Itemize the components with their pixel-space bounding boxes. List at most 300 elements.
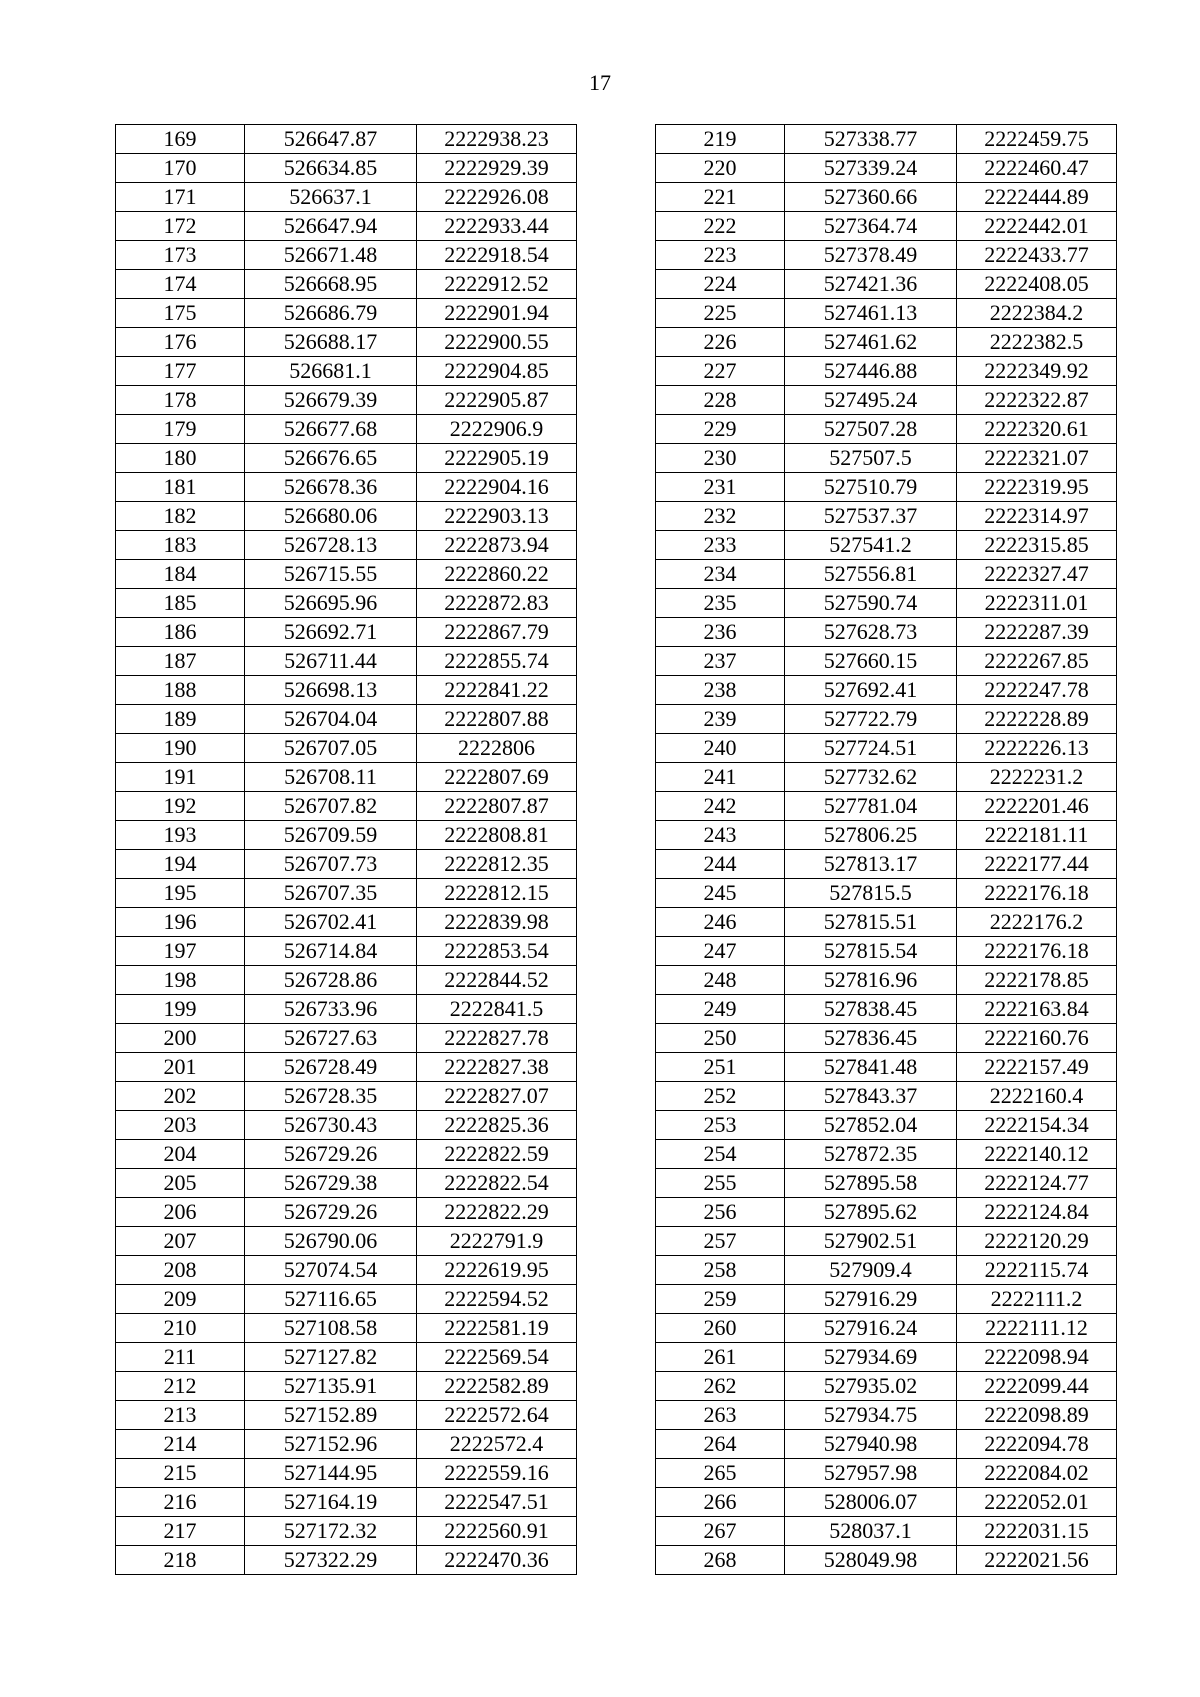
x-coordinate-cell: 527724.51 (785, 734, 957, 763)
x-coordinate-cell: 527934.69 (785, 1343, 957, 1372)
x-coordinate-cell: 526729.26 (245, 1140, 417, 1169)
table-row (116, 1343, 577, 1372)
y-coordinate-cell: 2222314.97 (957, 502, 1117, 531)
x-coordinate-cell: 527843.37 (785, 1082, 957, 1111)
point-number-cell: 179 (116, 415, 245, 444)
y-coordinate-cell: 2222160.4 (957, 1082, 1117, 1111)
point-number-cell: 235 (656, 589, 785, 618)
table-row (116, 1169, 577, 1198)
point-number-cell: 244 (656, 850, 785, 879)
point-number-cell: 265 (656, 1459, 785, 1488)
y-coordinate-cell: 2222912.52 (417, 270, 577, 299)
point-number-cell: 221 (656, 183, 785, 212)
table-row (656, 734, 1117, 763)
y-coordinate-cell: 2222442.01 (957, 212, 1117, 241)
x-coordinate-cell: 526728.35 (245, 1082, 417, 1111)
x-coordinate-cell: 527590.74 (785, 589, 957, 618)
x-coordinate-cell: 526714.84 (245, 937, 417, 966)
table-body (116, 125, 577, 1575)
table-row (656, 908, 1117, 937)
table-row (116, 1024, 577, 1053)
x-coordinate-cell: 527152.96 (245, 1430, 417, 1459)
table-row (656, 1227, 1117, 1256)
point-number-cell: 255 (656, 1169, 785, 1198)
y-coordinate-cell: 2222827.38 (417, 1053, 577, 1082)
point-number-cell: 230 (656, 444, 785, 473)
point-number-cell: 190 (116, 734, 245, 763)
point-number-cell: 193 (116, 821, 245, 850)
y-coordinate-cell: 2222560.91 (417, 1517, 577, 1546)
y-coordinate-cell: 2222140.12 (957, 1140, 1117, 1169)
x-coordinate-cell: 527815.51 (785, 908, 957, 937)
table-row (116, 908, 577, 937)
x-coordinate-cell: 528006.07 (785, 1488, 957, 1517)
x-coordinate-cell: 527934.75 (785, 1401, 957, 1430)
x-coordinate-cell: 527815.5 (785, 879, 957, 908)
y-coordinate-cell: 2222124.84 (957, 1198, 1117, 1227)
table-row (656, 966, 1117, 995)
x-coordinate-cell: 526688.17 (245, 328, 417, 357)
table-row (656, 212, 1117, 241)
y-coordinate-cell: 2222201.46 (957, 792, 1117, 821)
x-coordinate-cell: 527841.48 (785, 1053, 957, 1082)
y-coordinate-cell: 2222791.9 (417, 1227, 577, 1256)
x-coordinate-cell: 526698.13 (245, 676, 417, 705)
point-number-cell: 184 (116, 560, 245, 589)
table-row (656, 879, 1117, 908)
table-row (116, 821, 577, 850)
coordinates-table-left (115, 124, 577, 1575)
table-row (656, 1546, 1117, 1575)
y-coordinate-cell: 2222806 (417, 734, 577, 763)
y-coordinate-cell: 2222822.54 (417, 1169, 577, 1198)
point-number-cell: 174 (116, 270, 245, 299)
point-number-cell: 195 (116, 879, 245, 908)
y-coordinate-cell: 2222812.35 (417, 850, 577, 879)
y-coordinate-cell: 2222867.79 (417, 618, 577, 647)
point-number-cell: 216 (116, 1488, 245, 1517)
table-row (116, 1401, 577, 1430)
table-row (656, 1401, 1117, 1430)
x-coordinate-cell: 527127.82 (245, 1343, 417, 1372)
point-number-cell: 262 (656, 1372, 785, 1401)
y-coordinate-cell: 2222905.87 (417, 386, 577, 415)
table-row (116, 966, 577, 995)
point-number-cell: 192 (116, 792, 245, 821)
table-row (656, 473, 1117, 502)
x-coordinate-cell: 526647.87 (245, 125, 417, 154)
x-coordinate-cell: 527108.58 (245, 1314, 417, 1343)
point-number-cell: 227 (656, 357, 785, 386)
y-coordinate-cell: 2222120.29 (957, 1227, 1117, 1256)
y-coordinate-cell: 2222905.19 (417, 444, 577, 473)
table-row (656, 1488, 1117, 1517)
point-number-cell: 169 (116, 125, 245, 154)
y-coordinate-cell: 2222582.89 (417, 1372, 577, 1401)
x-coordinate-cell: 526676.65 (245, 444, 417, 473)
point-number-cell: 217 (116, 1517, 245, 1546)
y-coordinate-cell: 2222808.81 (417, 821, 577, 850)
y-coordinate-cell: 2222154.34 (957, 1111, 1117, 1140)
y-coordinate-cell: 2222933.44 (417, 212, 577, 241)
y-coordinate-cell: 2222460.47 (957, 154, 1117, 183)
table-row (116, 1256, 577, 1285)
table-row (116, 1227, 577, 1256)
point-number-cell: 211 (116, 1343, 245, 1372)
y-coordinate-cell: 2222408.05 (957, 270, 1117, 299)
y-coordinate-cell: 2222872.83 (417, 589, 577, 618)
x-coordinate-cell: 526733.96 (245, 995, 417, 1024)
x-coordinate-cell: 527360.66 (785, 183, 957, 212)
table-row (116, 705, 577, 734)
point-number-cell: 186 (116, 618, 245, 647)
point-number-cell: 242 (656, 792, 785, 821)
table-row (656, 850, 1117, 879)
y-coordinate-cell: 2222904.85 (417, 357, 577, 386)
table-row (656, 1343, 1117, 1372)
point-number-cell: 172 (116, 212, 245, 241)
y-coordinate-cell: 2222178.85 (957, 966, 1117, 995)
table-row (656, 1256, 1117, 1285)
point-number-cell: 257 (656, 1227, 785, 1256)
x-coordinate-cell: 527957.98 (785, 1459, 957, 1488)
y-coordinate-cell: 2222807.69 (417, 763, 577, 792)
x-coordinate-cell: 527872.35 (785, 1140, 957, 1169)
x-coordinate-cell: 528049.98 (785, 1546, 957, 1575)
point-number-cell: 202 (116, 1082, 245, 1111)
point-number-cell: 219 (656, 125, 785, 154)
point-number-cell: 253 (656, 1111, 785, 1140)
y-coordinate-cell: 2222860.22 (417, 560, 577, 589)
table-row (116, 444, 577, 473)
table-row (116, 1198, 577, 1227)
point-number-cell: 207 (116, 1227, 245, 1256)
point-number-cell: 252 (656, 1082, 785, 1111)
x-coordinate-cell: 527806.25 (785, 821, 957, 850)
y-coordinate-cell: 2222176.2 (957, 908, 1117, 937)
x-coordinate-cell: 526728.86 (245, 966, 417, 995)
table-row (116, 618, 577, 647)
point-number-cell: 183 (116, 531, 245, 560)
x-coordinate-cell: 526707.35 (245, 879, 417, 908)
point-number-cell: 205 (116, 1169, 245, 1198)
x-coordinate-cell: 526677.68 (245, 415, 417, 444)
point-number-cell: 220 (656, 154, 785, 183)
table-row (116, 879, 577, 908)
y-coordinate-cell: 2222247.78 (957, 676, 1117, 705)
y-coordinate-cell: 2222315.85 (957, 531, 1117, 560)
table-row (656, 792, 1117, 821)
point-number-cell: 210 (116, 1314, 245, 1343)
point-number-cell: 199 (116, 995, 245, 1024)
table-row (116, 647, 577, 676)
point-number-cell: 237 (656, 647, 785, 676)
y-coordinate-cell: 2222099.44 (957, 1372, 1117, 1401)
point-number-cell: 251 (656, 1053, 785, 1082)
x-coordinate-cell: 527322.29 (245, 1546, 417, 1575)
x-coordinate-cell: 527628.73 (785, 618, 957, 647)
x-coordinate-cell: 527446.88 (785, 357, 957, 386)
point-number-cell: 212 (116, 1372, 245, 1401)
x-coordinate-cell: 527144.95 (245, 1459, 417, 1488)
table-row (656, 937, 1117, 966)
point-number-cell: 240 (656, 734, 785, 763)
point-number-cell: 177 (116, 357, 245, 386)
x-coordinate-cell: 527172.32 (245, 1517, 417, 1546)
y-coordinate-cell: 2222873.94 (417, 531, 577, 560)
table-row (116, 1372, 577, 1401)
y-coordinate-cell: 2222444.89 (957, 183, 1117, 212)
y-coordinate-cell: 2222322.87 (957, 386, 1117, 415)
y-coordinate-cell: 2222903.13 (417, 502, 577, 531)
x-coordinate-cell: 527895.62 (785, 1198, 957, 1227)
table-row (116, 212, 577, 241)
point-number-cell: 178 (116, 386, 245, 415)
x-coordinate-cell: 527541.2 (785, 531, 957, 560)
x-coordinate-cell: 526790.06 (245, 1227, 417, 1256)
x-coordinate-cell: 526728.49 (245, 1053, 417, 1082)
x-coordinate-cell: 526730.43 (245, 1111, 417, 1140)
x-coordinate-cell: 527909.4 (785, 1256, 957, 1285)
table-row (656, 647, 1117, 676)
y-coordinate-cell: 2222160.76 (957, 1024, 1117, 1053)
table-row (116, 502, 577, 531)
y-coordinate-cell: 2222855.74 (417, 647, 577, 676)
point-number-cell: 185 (116, 589, 245, 618)
x-coordinate-cell: 526679.39 (245, 386, 417, 415)
point-number-cell: 204 (116, 1140, 245, 1169)
table-row (116, 676, 577, 705)
x-coordinate-cell: 526637.1 (245, 183, 417, 212)
point-number-cell: 223 (656, 241, 785, 270)
y-coordinate-cell: 2222111.12 (957, 1314, 1117, 1343)
y-coordinate-cell: 2222111.2 (957, 1285, 1117, 1314)
point-number-cell: 194 (116, 850, 245, 879)
point-number-cell: 258 (656, 1256, 785, 1285)
y-coordinate-cell: 2222900.55 (417, 328, 577, 357)
point-number-cell: 203 (116, 1111, 245, 1140)
y-coordinate-cell: 2222228.89 (957, 705, 1117, 734)
y-coordinate-cell: 2222094.78 (957, 1430, 1117, 1459)
page-number: 17 (589, 70, 611, 95)
x-coordinate-cell: 527338.77 (785, 125, 957, 154)
y-coordinate-cell: 2222433.77 (957, 241, 1117, 270)
y-coordinate-cell: 2222177.44 (957, 850, 1117, 879)
x-coordinate-cell: 527421.36 (785, 270, 957, 299)
point-number-cell: 239 (656, 705, 785, 734)
y-coordinate-cell: 2222321.07 (957, 444, 1117, 473)
y-coordinate-cell: 2222384.2 (957, 299, 1117, 328)
y-coordinate-cell: 2222569.54 (417, 1343, 577, 1372)
x-coordinate-cell: 526647.94 (245, 212, 417, 241)
y-coordinate-cell: 2222031.15 (957, 1517, 1117, 1546)
x-coordinate-cell: 527495.24 (785, 386, 957, 415)
x-coordinate-cell: 526711.44 (245, 647, 417, 676)
point-number-cell: 231 (656, 473, 785, 502)
table-row (656, 386, 1117, 415)
y-coordinate-cell: 2222267.85 (957, 647, 1117, 676)
x-coordinate-cell: 527816.96 (785, 966, 957, 995)
x-coordinate-cell: 526729.38 (245, 1169, 417, 1198)
y-coordinate-cell: 2222157.49 (957, 1053, 1117, 1082)
x-coordinate-cell: 527916.24 (785, 1314, 957, 1343)
table-row (656, 995, 1117, 1024)
point-number-cell: 208 (116, 1256, 245, 1285)
table-row (656, 1459, 1117, 1488)
table-row (116, 1082, 577, 1111)
point-number-cell: 180 (116, 444, 245, 473)
table-row (116, 1140, 577, 1169)
point-number-cell: 243 (656, 821, 785, 850)
x-coordinate-cell: 527781.04 (785, 792, 957, 821)
table-row (656, 328, 1117, 357)
point-number-cell: 254 (656, 1140, 785, 1169)
table-row (656, 705, 1117, 734)
x-coordinate-cell: 527813.17 (785, 850, 957, 879)
x-coordinate-cell: 526728.13 (245, 531, 417, 560)
x-coordinate-cell: 527838.45 (785, 995, 957, 1024)
y-coordinate-cell: 2222807.88 (417, 705, 577, 734)
point-number-cell: 246 (656, 908, 785, 937)
table-row (116, 531, 577, 560)
coordinates-table-right (655, 124, 1117, 1575)
table-row (656, 241, 1117, 270)
point-number-cell: 176 (116, 328, 245, 357)
table-row (656, 531, 1117, 560)
y-coordinate-cell: 2222084.02 (957, 1459, 1117, 1488)
y-coordinate-cell: 2222231.2 (957, 763, 1117, 792)
x-coordinate-cell: 527722.79 (785, 705, 957, 734)
x-coordinate-cell: 526707.82 (245, 792, 417, 821)
table-row (656, 589, 1117, 618)
point-number-cell: 197 (116, 937, 245, 966)
table-row (656, 125, 1117, 154)
x-coordinate-cell: 527692.41 (785, 676, 957, 705)
table-row (116, 763, 577, 792)
y-coordinate-cell: 2222176.18 (957, 879, 1117, 908)
y-coordinate-cell: 2222853.54 (417, 937, 577, 966)
table-row (656, 1314, 1117, 1343)
table-row (656, 1053, 1117, 1082)
y-coordinate-cell: 2222470.36 (417, 1546, 577, 1575)
x-coordinate-cell: 526680.06 (245, 502, 417, 531)
point-number-cell: 248 (656, 966, 785, 995)
x-coordinate-cell: 527895.58 (785, 1169, 957, 1198)
y-coordinate-cell: 2222938.23 (417, 125, 577, 154)
y-coordinate-cell: 2222839.98 (417, 908, 577, 937)
y-coordinate-cell: 2222021.56 (957, 1546, 1117, 1575)
table-row (116, 589, 577, 618)
y-coordinate-cell: 2222901.94 (417, 299, 577, 328)
y-coordinate-cell: 2222098.94 (957, 1343, 1117, 1372)
table-row (116, 1111, 577, 1140)
y-coordinate-cell: 2222926.08 (417, 183, 577, 212)
table-row (116, 386, 577, 415)
point-number-cell: 241 (656, 763, 785, 792)
x-coordinate-cell: 527510.79 (785, 473, 957, 502)
x-coordinate-cell: 528037.1 (785, 1517, 957, 1546)
point-number-cell: 222 (656, 212, 785, 241)
point-number-cell: 225 (656, 299, 785, 328)
x-coordinate-cell: 527164.19 (245, 1488, 417, 1517)
table-row (116, 299, 577, 328)
x-coordinate-cell: 526678.36 (245, 473, 417, 502)
x-coordinate-cell: 527074.54 (245, 1256, 417, 1285)
y-coordinate-cell: 2222349.92 (957, 357, 1117, 386)
x-coordinate-cell: 526707.05 (245, 734, 417, 763)
table-row (656, 154, 1117, 183)
table-row (656, 821, 1117, 850)
point-number-cell: 268 (656, 1546, 785, 1575)
table-row (656, 270, 1117, 299)
table-row (656, 183, 1117, 212)
point-number-cell: 260 (656, 1314, 785, 1343)
x-coordinate-cell: 527732.62 (785, 763, 957, 792)
x-coordinate-cell: 527461.13 (785, 299, 957, 328)
y-coordinate-cell: 2222115.74 (957, 1256, 1117, 1285)
table-row (116, 125, 577, 154)
point-number-cell: 259 (656, 1285, 785, 1314)
table-row (116, 183, 577, 212)
point-number-cell: 256 (656, 1198, 785, 1227)
table-row (656, 1024, 1117, 1053)
y-coordinate-cell: 2222459.75 (957, 125, 1117, 154)
point-number-cell: 229 (656, 415, 785, 444)
y-coordinate-cell: 2222052.01 (957, 1488, 1117, 1517)
y-coordinate-cell: 2222812.15 (417, 879, 577, 908)
y-coordinate-cell: 2222581.19 (417, 1314, 577, 1343)
x-coordinate-cell: 527378.49 (785, 241, 957, 270)
table-row (116, 995, 577, 1024)
x-coordinate-cell: 526708.11 (245, 763, 417, 792)
point-number-cell: 238 (656, 676, 785, 705)
table-row (116, 734, 577, 763)
x-coordinate-cell: 526709.59 (245, 821, 417, 850)
point-number-cell: 214 (116, 1430, 245, 1459)
y-coordinate-cell: 2222382.5 (957, 328, 1117, 357)
x-coordinate-cell: 526704.04 (245, 705, 417, 734)
y-coordinate-cell: 2222827.78 (417, 1024, 577, 1053)
table-row (116, 1430, 577, 1459)
point-number-cell: 175 (116, 299, 245, 328)
table-row (656, 444, 1117, 473)
point-number-cell: 187 (116, 647, 245, 676)
point-number-cell: 234 (656, 560, 785, 589)
x-coordinate-cell: 526692.71 (245, 618, 417, 647)
point-number-cell: 233 (656, 531, 785, 560)
table-row (116, 473, 577, 502)
point-number-cell: 247 (656, 937, 785, 966)
table-row (116, 328, 577, 357)
point-number-cell: 196 (116, 908, 245, 937)
table-row (656, 415, 1117, 444)
point-number-cell: 170 (116, 154, 245, 183)
x-coordinate-cell: 527815.54 (785, 937, 957, 966)
y-coordinate-cell: 2222827.07 (417, 1082, 577, 1111)
x-coordinate-cell: 526681.1 (245, 357, 417, 386)
y-coordinate-cell: 2222319.95 (957, 473, 1117, 502)
y-coordinate-cell: 2222320.61 (957, 415, 1117, 444)
table-row (656, 1169, 1117, 1198)
y-coordinate-cell: 2222572.4 (417, 1430, 577, 1459)
x-coordinate-cell: 526715.55 (245, 560, 417, 589)
y-coordinate-cell: 2222287.39 (957, 618, 1117, 647)
point-number-cell: 263 (656, 1401, 785, 1430)
point-number-cell: 191 (116, 763, 245, 792)
x-coordinate-cell: 526668.95 (245, 270, 417, 299)
table-row (116, 1314, 577, 1343)
y-coordinate-cell: 2222547.51 (417, 1488, 577, 1517)
